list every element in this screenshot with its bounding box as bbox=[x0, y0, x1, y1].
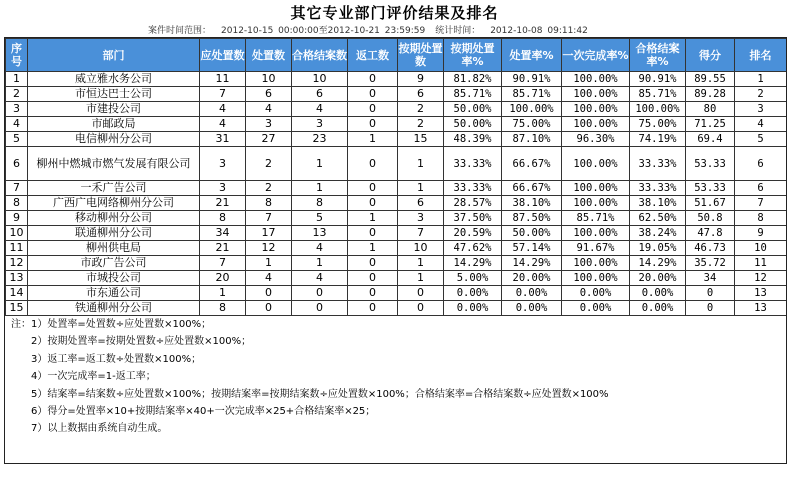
column-header: 一次完成率% bbox=[562, 39, 630, 72]
department-cell: 市建投公司 bbox=[28, 102, 200, 117]
table-cell: 8 bbox=[292, 196, 348, 211]
table-cell: 1 bbox=[398, 271, 444, 286]
table-cell: 80 bbox=[686, 102, 735, 117]
table-cell: 10 bbox=[735, 241, 787, 256]
table-cell: 0.00% bbox=[630, 286, 686, 301]
table-cell: 13 bbox=[6, 271, 28, 286]
table-cell: 28.57% bbox=[444, 196, 502, 211]
ranking-table bbox=[5, 38, 787, 316]
table-cell: 7 bbox=[246, 211, 292, 226]
table-cell: 12 bbox=[735, 271, 787, 286]
table-cell: 100.00% bbox=[630, 102, 686, 117]
department-cell: 市城投公司 bbox=[28, 271, 200, 286]
table-cell: 0 bbox=[348, 226, 398, 241]
table-row bbox=[6, 72, 787, 87]
table-cell: 3 bbox=[200, 181, 246, 196]
table-cell: 1 bbox=[398, 147, 444, 181]
table-cell: 69.4 bbox=[686, 132, 735, 147]
column-header: 合格结案数 bbox=[292, 39, 348, 72]
stat-time-value: 2012-10-08 09:11:42 bbox=[490, 26, 588, 36]
table-cell: 6 bbox=[246, 87, 292, 102]
table-cell: 4 bbox=[246, 271, 292, 286]
table-cell: 13 bbox=[735, 301, 787, 316]
table-row bbox=[6, 196, 787, 211]
table-cell: 87.10% bbox=[502, 132, 562, 147]
column-header: 处置率% bbox=[502, 39, 562, 72]
table-cell: 2 bbox=[398, 102, 444, 117]
department-cell: 市邮政局 bbox=[28, 117, 200, 132]
table-cell: 3 bbox=[246, 117, 292, 132]
table-cell: 100.00% bbox=[562, 196, 630, 211]
table-cell: 100.00% bbox=[562, 226, 630, 241]
table-cell: 90.91% bbox=[502, 72, 562, 87]
table-cell: 4 bbox=[200, 102, 246, 117]
table-cell: 2 bbox=[246, 181, 292, 196]
table-row bbox=[6, 132, 787, 147]
table-cell: 85.71% bbox=[502, 87, 562, 102]
table-cell: 0 bbox=[348, 196, 398, 211]
table-cell: 2 bbox=[246, 147, 292, 181]
table-cell: 2 bbox=[6, 87, 28, 102]
table-cell: 1 bbox=[6, 72, 28, 87]
table-cell: 48.39% bbox=[444, 132, 502, 147]
table-cell: 47.8 bbox=[686, 226, 735, 241]
table-cell: 3 bbox=[6, 102, 28, 117]
table-cell: 90.91% bbox=[630, 72, 686, 87]
table-cell: 0 bbox=[348, 102, 398, 117]
table-cell: 21 bbox=[200, 196, 246, 211]
table-cell: 85.71% bbox=[444, 87, 502, 102]
table-cell: 1 bbox=[735, 72, 787, 87]
table-cell: 53.33 bbox=[686, 147, 735, 181]
table-cell: 14.29% bbox=[444, 256, 502, 271]
table-row bbox=[6, 271, 787, 286]
table-cell: 74.19% bbox=[630, 132, 686, 147]
table-cell: 37.50% bbox=[444, 211, 502, 226]
table-cell: 4 bbox=[246, 102, 292, 117]
table-cell: 8 bbox=[200, 211, 246, 226]
table-cell: 0.00% bbox=[502, 301, 562, 316]
table-row bbox=[6, 117, 787, 132]
table-cell: 46.73 bbox=[686, 241, 735, 256]
table-cell: 8 bbox=[200, 301, 246, 316]
table-cell: 85.71% bbox=[562, 211, 630, 226]
department-cell: 市政广告公司 bbox=[28, 256, 200, 271]
table-cell: 0.00% bbox=[562, 286, 630, 301]
department-cell: 柳州供电局 bbox=[28, 241, 200, 256]
table-cell: 13 bbox=[735, 286, 787, 301]
table-row bbox=[6, 256, 787, 271]
table-cell: 0 bbox=[398, 301, 444, 316]
table-header-row bbox=[6, 39, 787, 72]
table-cell: 20 bbox=[200, 271, 246, 286]
column-header: 合格结案率% bbox=[630, 39, 686, 72]
table-cell: 7 bbox=[6, 181, 28, 196]
department-cell: 市东通公司 bbox=[28, 286, 200, 301]
table-cell: 0 bbox=[292, 301, 348, 316]
table-cell: 47.62% bbox=[444, 241, 502, 256]
table-row bbox=[6, 286, 787, 301]
table-cell: 38.24% bbox=[630, 226, 686, 241]
note-line: 注：1）处置率=处置数÷应处置数×100%； bbox=[11, 319, 212, 330]
table-cell: 0 bbox=[348, 72, 398, 87]
note-line: 7）以上数据由系统自动生成。 bbox=[11, 423, 168, 435]
table-cell: 9 bbox=[6, 211, 28, 226]
table-cell: 0.00% bbox=[444, 301, 502, 316]
table-row bbox=[6, 301, 787, 316]
table-cell: 8 bbox=[246, 196, 292, 211]
table-cell: 6 bbox=[398, 87, 444, 102]
table-cell: 100.00% bbox=[562, 271, 630, 286]
table-cell: 9 bbox=[735, 226, 787, 241]
department-cell: 移动柳州分公司 bbox=[28, 211, 200, 226]
table-cell: 100.00% bbox=[562, 256, 630, 271]
table-cell: 1 bbox=[292, 147, 348, 181]
table-cell: 6 bbox=[6, 147, 28, 181]
table-cell: 0 bbox=[686, 286, 735, 301]
table-cell: 1 bbox=[398, 256, 444, 271]
table-cell: 75.00% bbox=[630, 117, 686, 132]
table-cell: 38.10% bbox=[502, 196, 562, 211]
table-cell: 34 bbox=[686, 271, 735, 286]
table-cell: 8 bbox=[735, 211, 787, 226]
notes-section bbox=[5, 316, 786, 436]
column-header: 应处置数 bbox=[200, 39, 246, 72]
table-cell: 6 bbox=[735, 181, 787, 196]
department-cell: 威立雅水务公司 bbox=[28, 72, 200, 87]
table-cell: 1 bbox=[398, 181, 444, 196]
note-line: 2）按期处置率=按期处置数÷应处置数×100%； bbox=[11, 336, 252, 348]
table-cell: 100.00% bbox=[562, 147, 630, 181]
table-cell: 38.10% bbox=[630, 196, 686, 211]
table-cell: 51.67 bbox=[686, 196, 735, 211]
table-cell: 1 bbox=[348, 132, 398, 147]
table-cell: 0.00% bbox=[630, 301, 686, 316]
department-cell: 联通柳州分公司 bbox=[28, 226, 200, 241]
table-cell: 10 bbox=[6, 226, 28, 241]
table-cell: 4 bbox=[6, 117, 28, 132]
table-cell: 1 bbox=[246, 256, 292, 271]
department-cell: 电信柳州分公司 bbox=[28, 132, 200, 147]
column-header: 按期处置数 bbox=[398, 39, 444, 72]
table-cell: 100.00% bbox=[562, 87, 630, 102]
note-line: 3）返工率=返工数÷处置数×100%； bbox=[11, 353, 202, 365]
table-cell: 3 bbox=[735, 102, 787, 117]
table-cell: 87.50% bbox=[502, 211, 562, 226]
table-cell: 62.50% bbox=[630, 211, 686, 226]
table-cell: 7 bbox=[735, 196, 787, 211]
table-cell: 12 bbox=[246, 241, 292, 256]
table-cell: 2 bbox=[735, 87, 787, 102]
table-cell: 81.82% bbox=[444, 72, 502, 87]
table-cell: 0.00% bbox=[502, 286, 562, 301]
table-cell: 7 bbox=[200, 256, 246, 271]
table-cell: 0 bbox=[398, 286, 444, 301]
table-cell: 27 bbox=[246, 132, 292, 147]
table-cell: 100.00% bbox=[562, 102, 630, 117]
table-cell: 21 bbox=[200, 241, 246, 256]
table-cell: 6 bbox=[735, 147, 787, 181]
column-header: 得分 bbox=[686, 39, 735, 72]
table-cell: 50.00% bbox=[502, 226, 562, 241]
table-cell: 50.00% bbox=[444, 117, 502, 132]
table-cell: 3 bbox=[200, 147, 246, 181]
table-cell: 19.05% bbox=[630, 241, 686, 256]
table-cell: 50.8 bbox=[686, 211, 735, 226]
table-cell: 0.00% bbox=[444, 286, 502, 301]
department-cell: 市恒达巴士公司 bbox=[28, 87, 200, 102]
table-cell: 0 bbox=[348, 256, 398, 271]
table-cell: 66.67% bbox=[502, 147, 562, 181]
department-cell: 广西广电网络柳州分公司 bbox=[28, 196, 200, 211]
table-cell: 31 bbox=[200, 132, 246, 147]
table-cell: 1 bbox=[200, 286, 246, 301]
table-cell: 4 bbox=[735, 117, 787, 132]
report-subtitle bbox=[148, 23, 598, 36]
table-row bbox=[6, 181, 787, 196]
table-cell: 14.29% bbox=[630, 256, 686, 271]
table-cell: 0 bbox=[246, 301, 292, 316]
note-line: 5）结案率=结案数÷应处置数×100%；按期结案率=按期结案数÷应处置数×100%；合格结案率=合格结案数÷应处置数×100% bbox=[11, 388, 609, 400]
table-cell: 6 bbox=[292, 87, 348, 102]
table-cell: 0 bbox=[292, 286, 348, 301]
table-cell: 1 bbox=[348, 211, 398, 226]
table-cell: 100.00% bbox=[562, 117, 630, 132]
table-cell: 11 bbox=[200, 72, 246, 87]
report-container bbox=[4, 37, 787, 464]
table-cell: 1 bbox=[348, 241, 398, 256]
table-cell: 85.71% bbox=[630, 87, 686, 102]
column-header: 按期处置率% bbox=[444, 39, 502, 72]
table-cell: 0 bbox=[348, 271, 398, 286]
table-cell: 15 bbox=[6, 301, 28, 316]
table-cell: 17 bbox=[246, 226, 292, 241]
column-header: 返工数 bbox=[348, 39, 398, 72]
table-cell: 33.33% bbox=[444, 147, 502, 181]
table-cell: 66.67% bbox=[502, 181, 562, 196]
table-row bbox=[6, 226, 787, 241]
table-cell: 35.72 bbox=[686, 256, 735, 271]
table-cell: 7 bbox=[200, 87, 246, 102]
table-cell: 34 bbox=[200, 226, 246, 241]
table-cell: 96.30% bbox=[562, 132, 630, 147]
column-header: 排名 bbox=[735, 39, 787, 72]
table-cell: 89.28 bbox=[686, 87, 735, 102]
column-header: 处置数 bbox=[246, 39, 292, 72]
table-cell: 100.00% bbox=[562, 181, 630, 196]
table-cell: 20.00% bbox=[630, 271, 686, 286]
table-cell: 5.00% bbox=[444, 271, 502, 286]
stat-time-label: 统计时间： bbox=[435, 26, 481, 36]
time-range-label: 案件时间范围： bbox=[148, 26, 212, 36]
table-cell: 10 bbox=[398, 241, 444, 256]
table-cell: 11 bbox=[6, 241, 28, 256]
table-cell: 50.00% bbox=[444, 102, 502, 117]
report-title: 其它专业部门评价结果及排名 bbox=[290, 4, 499, 22]
table-body bbox=[6, 72, 787, 316]
table-cell: 71.25 bbox=[686, 117, 735, 132]
note-line: 6）得分=处置率×10+按期结案率×40+一次完成率×25+合格结案率×25； bbox=[11, 406, 376, 418]
table-cell: 0 bbox=[348, 87, 398, 102]
table-cell: 20.59% bbox=[444, 226, 502, 241]
table-cell: 100.00% bbox=[502, 102, 562, 117]
table-cell: 15 bbox=[398, 132, 444, 147]
table-cell: 12 bbox=[6, 256, 28, 271]
table-cell: 5 bbox=[292, 211, 348, 226]
table-cell: 4 bbox=[292, 271, 348, 286]
table-row bbox=[6, 102, 787, 117]
table-cell: 1 bbox=[292, 181, 348, 196]
table-cell: 0 bbox=[348, 117, 398, 132]
table-cell: 14.29% bbox=[502, 256, 562, 271]
table-cell: 11 bbox=[735, 256, 787, 271]
table-cell: 33.33% bbox=[444, 181, 502, 196]
table-cell: 9 bbox=[398, 72, 444, 87]
table-cell: 10 bbox=[292, 72, 348, 87]
table-cell: 0 bbox=[348, 147, 398, 181]
table-cell: 0 bbox=[686, 301, 735, 316]
table-cell: 0.00% bbox=[562, 301, 630, 316]
table-cell: 33.33% bbox=[630, 181, 686, 196]
table-cell: 10 bbox=[246, 72, 292, 87]
department-cell: 一禾广告公司 bbox=[28, 181, 200, 196]
table-cell: 5 bbox=[735, 132, 787, 147]
table-row bbox=[6, 211, 787, 226]
table-cell: 100.00% bbox=[562, 72, 630, 87]
table-row bbox=[6, 147, 787, 181]
table-cell: 6 bbox=[398, 196, 444, 211]
table-cell: 1 bbox=[292, 256, 348, 271]
table-row bbox=[6, 87, 787, 102]
table-cell: 57.14% bbox=[502, 241, 562, 256]
table-cell: 0 bbox=[246, 286, 292, 301]
table-cell: 4 bbox=[292, 241, 348, 256]
table-cell: 0 bbox=[348, 286, 398, 301]
department-cell: 铁通柳州分公司 bbox=[28, 301, 200, 316]
table-cell: 75.00% bbox=[502, 117, 562, 132]
table-cell: 0 bbox=[348, 301, 398, 316]
table-cell: 20.00% bbox=[502, 271, 562, 286]
table-cell: 91.67% bbox=[562, 241, 630, 256]
table-cell: 53.33 bbox=[686, 181, 735, 196]
department-cell: 柳州中燃城市燃气发展有限公司 bbox=[28, 147, 200, 181]
table-cell: 13 bbox=[292, 226, 348, 241]
table-cell: 89.55 bbox=[686, 72, 735, 87]
table-cell: 2 bbox=[398, 117, 444, 132]
table-cell: 4 bbox=[200, 117, 246, 132]
table-cell: 3 bbox=[292, 117, 348, 132]
table-cell: 8 bbox=[6, 196, 28, 211]
table-cell: 5 bbox=[6, 132, 28, 147]
table-row bbox=[6, 241, 787, 256]
note-line: 4）一次完成率=1-返工率； bbox=[11, 371, 156, 383]
table-cell: 33.33% bbox=[630, 147, 686, 181]
column-header: 序号 bbox=[6, 39, 28, 72]
table-cell: 14 bbox=[6, 286, 28, 301]
table-cell: 3 bbox=[398, 211, 444, 226]
time-range-value: 2012-10-15 00:00:00至2012-10-21 23:59:59 bbox=[221, 26, 426, 36]
table-cell: 4 bbox=[292, 102, 348, 117]
column-header: 部门 bbox=[28, 39, 200, 72]
table-cell: 7 bbox=[398, 226, 444, 241]
table-cell: 0 bbox=[348, 181, 398, 196]
table-cell: 23 bbox=[292, 132, 348, 147]
